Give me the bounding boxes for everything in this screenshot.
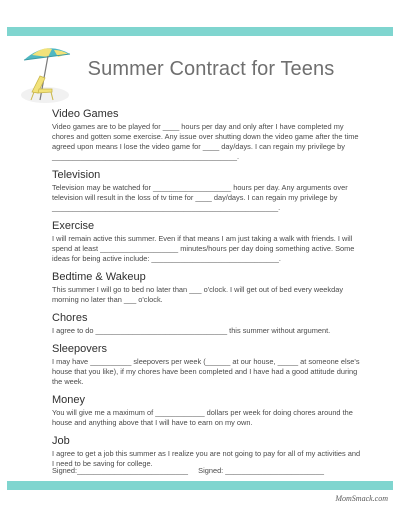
section-job xyxy=(52,435,362,469)
section-title: Money xyxy=(52,394,86,406)
section-body: I agree to get a job this summer as I realize you are not going to pay for all of my activities and I need to be saving for college. xyxy=(52,449,361,468)
section-body: Video games are to be played for ____ hours per day and only after I have completed my chores and gotten some exercise. Any issue over shutting down the video game after the time agreed upon means I lose the video game for ____ day/days. I can regain my privilege by _____________________________________________. xyxy=(52,122,359,161)
section-title: Exercise xyxy=(52,220,95,232)
section-title: Video Games xyxy=(52,108,119,120)
section-title: Bedtime & Wakeup xyxy=(52,271,146,283)
top-color-band xyxy=(7,27,393,36)
section-title: Chores xyxy=(52,312,88,324)
page-title: Summer Contract for Teens xyxy=(87,58,335,80)
signature-line xyxy=(52,466,324,475)
section-body: I will remain active this summer. Even if that means I am just taking a walk with friends. I will spend at least ___________________ minutes/hours per day doing something active. Some ideas for being active include: _______________________________. xyxy=(52,234,355,263)
section-money xyxy=(52,394,362,428)
section-exercise xyxy=(52,220,362,264)
section-body: This summer I will go to bed no later than ___ o'clock. I will get out of bed every weekday morning no later than ___ o'clock. xyxy=(52,285,344,304)
section-title: Television xyxy=(52,169,101,181)
section-body: You will give me a maximum of ____________ dollars per week for doing chores around the house and anything above that I will have to earn on my own. xyxy=(52,408,353,427)
section-title: Job xyxy=(52,435,70,447)
section-chores xyxy=(52,312,362,336)
signature-label-1: Signed:___________________________ xyxy=(52,466,189,475)
bottom-color-band xyxy=(7,481,393,490)
section-body: I may have __________ sleepovers per week (______ at our house, _____ at someone else's house that you like), if my chores have been completed and I have had a good attitude during the week. xyxy=(52,357,360,386)
section-title: Sleepovers xyxy=(52,343,108,355)
section-television xyxy=(52,169,362,213)
section-sleepovers xyxy=(52,343,362,387)
section-body: Television may be watched for ___________________ hours per day. Any arguments over television will result in the loss of tv time for ____ day/days. I can regain my privilege by _______________________________________________________. xyxy=(52,183,348,212)
section-body: I agree to do ________________________________ this summer without argument. xyxy=(52,326,331,335)
section-bedtime-wakeup xyxy=(52,271,362,305)
section-video-games xyxy=(52,108,362,162)
site-credit: MomSmack.com xyxy=(335,494,388,503)
signature-label-2: Signed: ________________________ xyxy=(198,466,324,475)
contract-sections xyxy=(52,108,362,476)
